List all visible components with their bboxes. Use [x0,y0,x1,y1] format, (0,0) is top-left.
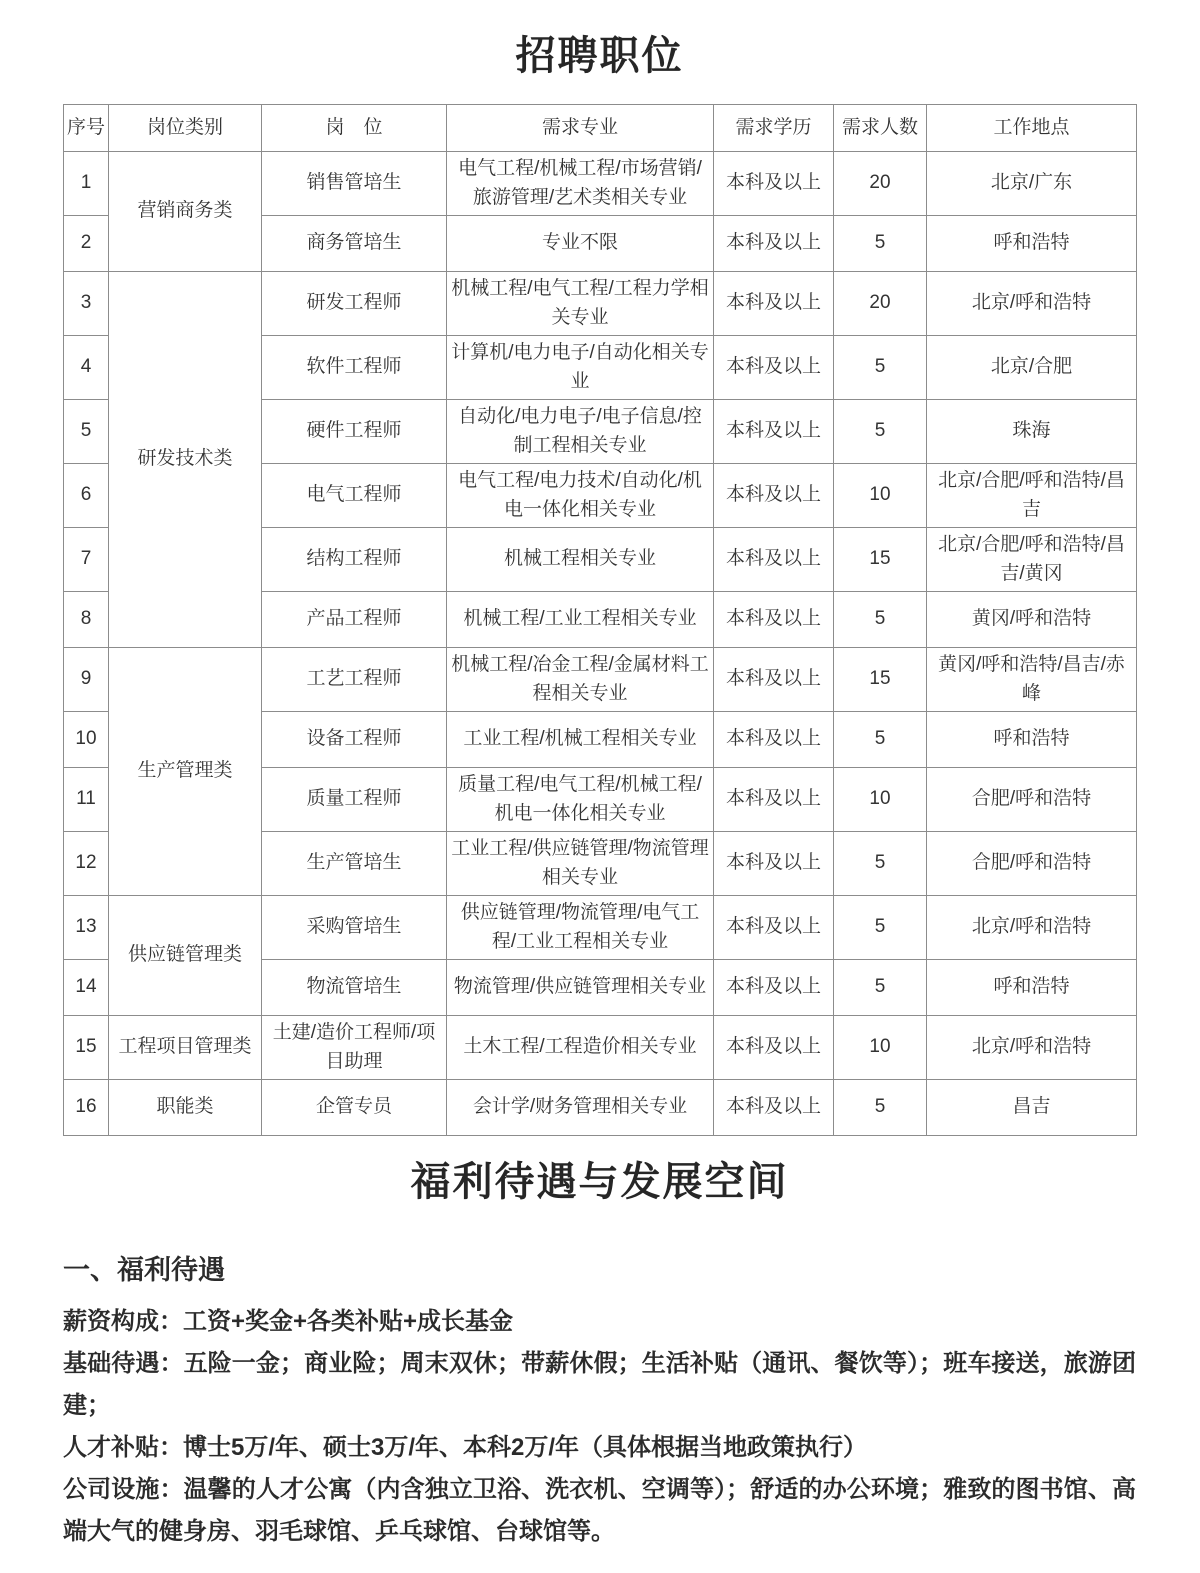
column-header-location: 工作地点 [927,105,1137,152]
cell-no: 1 [64,152,109,216]
cell-major: 专业不限 [447,216,714,272]
cell-no: 2 [64,216,109,272]
cell-position: 研发工程师 [262,272,447,336]
cell-no: 5 [64,400,109,464]
cell-education: 本科及以上 [714,400,834,464]
cell-location: 北京/呼和浩特 [927,896,1137,960]
cell-major: 质量工程/电气工程/机械工程/机电一体化相关专业 [447,768,714,832]
cell-major: 土木工程/工程造价相关专业 [447,1016,714,1080]
cell-education: 本科及以上 [714,712,834,768]
benefit-paragraph-facilities: 公司设施：温馨的人才公寓（内含独立卫浴、洗衣机、空调等）；舒适的办公环境；雅致的图书馆、高端大气的健身房、羽毛球馆、乒乓球馆、台球馆等。 [63,1476,1136,1545]
cell-count: 15 [834,648,927,712]
table-row [64,1080,1137,1136]
cell-location: 昌吉 [927,1080,1137,1136]
cell-position: 质量工程师 [262,768,447,832]
jobs-table [63,104,1137,1136]
table-row [64,896,1137,960]
column-header-education: 需求学历 [714,105,834,152]
cell-no: 9 [64,648,109,712]
cell-count: 5 [834,216,927,272]
cell-position: 土建/造价工程师/项目助理 [262,1016,447,1080]
cell-location: 合肥/呼和浩特 [927,832,1137,896]
cell-no: 3 [64,272,109,336]
cell-count: 10 [834,464,927,528]
column-header-major: 需求专业 [447,105,714,152]
benefit-paragraph-basic: 基础待遇：五险一金；商业险；周末双休；带薪休假；生活补贴（通讯、餐饮等）；班车接送，旅游团建； [63,1350,1136,1419]
cell-location: 北京/合肥/呼和浩特/昌吉/黄冈 [927,528,1137,592]
cell-position: 商务管培生 [262,216,447,272]
cell-no: 14 [64,960,109,1016]
cell-position: 结构工程师 [262,528,447,592]
cell-category: 营销商务类 [109,152,262,272]
benefits-paragraphs [63,1301,1136,1553]
cell-major: 机械工程/电气工程/工程力学相关专业 [447,272,714,336]
column-header-no: 序号 [64,105,109,152]
cell-location: 北京/呼和浩特 [927,1016,1137,1080]
cell-education: 本科及以上 [714,1016,834,1080]
cell-major: 物流管理/供应链管理相关专业 [447,960,714,1016]
cell-location: 呼和浩特 [927,960,1137,1016]
cell-education: 本科及以上 [714,464,834,528]
cell-no: 13 [64,896,109,960]
cell-count: 5 [834,960,927,1016]
cell-count: 5 [834,712,927,768]
cell-major: 自动化/电力电子/电子信息/控制工程相关专业 [447,400,714,464]
cell-location: 黄冈/呼和浩特/昌吉/赤峰 [927,648,1137,712]
cell-category: 工程项目管理类 [109,1016,262,1080]
cell-count: 10 [834,768,927,832]
cell-location: 呼和浩特 [927,712,1137,768]
cell-education: 本科及以上 [714,648,834,712]
table-row [64,272,1137,336]
column-header-category: 岗位类别 [109,105,262,152]
cell-position: 工艺工程师 [262,648,447,712]
cell-major: 工业工程/供应链管理/物流管理相关专业 [447,832,714,896]
cell-education: 本科及以上 [714,152,834,216]
cell-count: 15 [834,528,927,592]
cell-major: 机械工程/冶金工程/金属材料工程相关专业 [447,648,714,712]
cell-major: 机械工程/工业工程相关专业 [447,592,714,648]
cell-location: 北京/合肥/呼和浩特/昌吉 [927,464,1137,528]
column-header-position: 岗 位 [262,105,447,152]
cell-position: 硬件工程师 [262,400,447,464]
cell-location: 呼和浩特 [927,216,1137,272]
cell-count: 5 [834,1080,927,1136]
cell-education: 本科及以上 [714,960,834,1016]
cell-category: 生产管理类 [109,648,262,896]
cell-no: 8 [64,592,109,648]
cell-no: 16 [64,1080,109,1136]
cell-count: 10 [834,1016,927,1080]
cell-education: 本科及以上 [714,336,834,400]
table-row [64,648,1137,712]
cell-position: 采购管培生 [262,896,447,960]
cell-position: 设备工程师 [262,712,447,768]
table-row [64,152,1137,216]
cell-count: 5 [834,400,927,464]
cell-major: 机械工程相关专业 [447,528,714,592]
column-header-count: 需求人数 [834,105,927,152]
cell-major: 会计学/财务管理相关专业 [447,1080,714,1136]
cell-education: 本科及以上 [714,216,834,272]
page-title-positions: 招聘职位 [515,34,684,78]
cell-location: 黄冈/呼和浩特 [927,592,1137,648]
cell-no: 11 [64,768,109,832]
cell-count: 5 [834,832,927,896]
cell-position: 物流管培生 [262,960,447,1016]
cell-major: 工业工程/机械工程相关专业 [447,712,714,768]
table-header-row [64,105,1137,152]
benefit-paragraph-subsidy: 人才补贴：博士5万/年、硕士3万/年、本科2万/年（具体根据当地政策执行） [63,1434,868,1461]
cell-no: 12 [64,832,109,896]
cell-position: 销售管培生 [262,152,447,216]
cell-category: 职能类 [109,1080,262,1136]
cell-count: 5 [834,896,927,960]
cell-location: 合肥/呼和浩特 [927,768,1137,832]
cell-no: 6 [64,464,109,528]
cell-position: 产品工程师 [262,592,447,648]
cell-position: 电气工程师 [262,464,447,528]
cell-count: 5 [834,336,927,400]
cell-major: 供应链管理/物流管理/电气工程/工业工程相关专业 [447,896,714,960]
cell-education: 本科及以上 [714,768,834,832]
cell-major: 电气工程/机械工程/市场营销/旅游管理/艺术类相关专业 [447,152,714,216]
cell-education: 本科及以上 [714,592,834,648]
cell-education: 本科及以上 [714,528,834,592]
cell-position: 软件工程师 [262,336,447,400]
cell-education: 本科及以上 [714,272,834,336]
cell-no: 15 [64,1016,109,1080]
cell-location: 北京/合肥 [927,336,1137,400]
cell-location: 北京/呼和浩特 [927,272,1137,336]
cell-count: 20 [834,272,927,336]
cell-no: 7 [64,528,109,592]
page-title-benefits: 福利待遇与发展空间 [410,1160,789,1204]
cell-category: 供应链管理类 [109,896,262,1016]
cell-major: 电气工程/电力技术/自动化/机电一体化相关专业 [447,464,714,528]
cell-education: 本科及以上 [714,832,834,896]
cell-position: 生产管培生 [262,832,447,896]
cell-location: 珠海 [927,400,1137,464]
benefit-paragraph-salary: 薪资构成：工资+奖金+各类补贴+成长基金 [63,1308,514,1335]
cell-no: 10 [64,712,109,768]
cell-count: 5 [834,592,927,648]
cell-major: 计算机/电力电子/自动化相关专业 [447,336,714,400]
table-row [64,1016,1137,1080]
cell-location: 北京/广东 [927,152,1137,216]
cell-category: 研发技术类 [109,272,262,648]
benefits-section-heading: 一、福利待遇 [63,1255,225,1285]
cell-count: 20 [834,152,927,216]
cell-no: 4 [64,336,109,400]
cell-education: 本科及以上 [714,1080,834,1136]
cell-education: 本科及以上 [714,896,834,960]
cell-position: 企管专员 [262,1080,447,1136]
